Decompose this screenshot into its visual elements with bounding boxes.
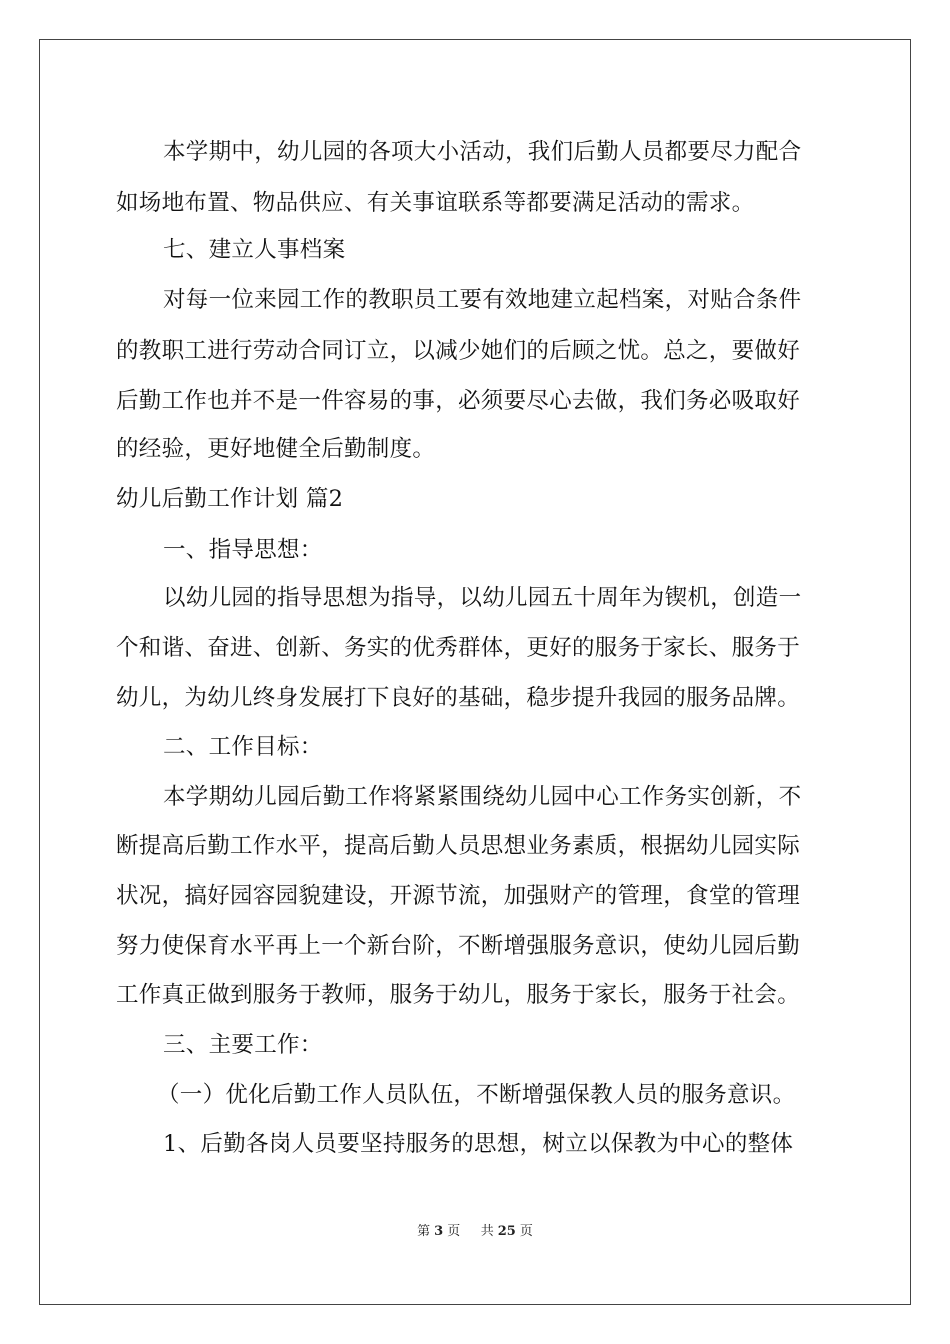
section-heading: 一、指导思想： [163, 537, 323, 563]
total-pages: 25 [497, 1224, 516, 1239]
page-footer [0, 1220, 950, 1239]
paragraph-line: 以幼儿园的指导思想为指导，以幼儿园五十周年为锲机，创造一 [163, 585, 802, 611]
page-frame [39, 39, 911, 1305]
paragraph-line: 如场地布置、物品供应、有关事谊联系等都要满足活动的需求。 [116, 190, 755, 216]
paragraph-line: 幼儿，为幼儿终身发展打下良好的基础，稳步提升我园的服务品牌。 [116, 685, 801, 711]
paragraph-line: 后勤工作也并不是一件容易的事，必须要尽心去做，我们务必吸取好 [116, 388, 801, 414]
section-heading: 七、建立人事档案 [163, 237, 346, 263]
paragraph-line: 本学期幼儿园后勤工作将紧紧围绕幼儿园中心工作务实创新，不 [163, 784, 802, 810]
paragraph-line: 的经验，更好地健全后勤制度。 [116, 436, 436, 462]
section-heading: 三、主要工作： [163, 1032, 323, 1058]
paragraph-line: 努力使保育水平再上一个新台阶，不断增强服务意识，使幼儿园后勤 [116, 933, 801, 959]
paragraph-line: 工作真正做到服务于教师，服务于幼儿，服务于家长，服务于社会。 [116, 982, 801, 1008]
total-prefix: 共 [480, 1224, 494, 1239]
page-suffix: 页 [447, 1224, 461, 1239]
document-subtitle: 幼儿后勤工作计划 篇2 [116, 486, 344, 512]
paragraph-line: 1、后勤各岗人员要坚持服务的思想，树立以保教为中心的整体 [163, 1131, 794, 1157]
paragraph-line: 状况，搞好园容园貌建设，开源节流，加强财产的管理，食堂的管理 [116, 883, 801, 909]
paragraph-line: 本学期中，幼儿园的各项大小活动，我们后勤人员都要尽力配合 [163, 139, 802, 165]
paragraph-line: 对每一位来园工作的教职员工要有效地建立起档案，对贴合条件 [163, 287, 802, 313]
subsection-heading: （一）优化后勤工作人员队伍，不断增强保教人员的服务意识。 [157, 1082, 796, 1108]
page-prefix: 第 [417, 1224, 431, 1239]
section-heading: 二、工作目标： [163, 734, 323, 760]
page-number: 3 [434, 1224, 444, 1239]
paragraph-line: 个和谐、奋进、创新、务实的优秀群体，更好的服务于家长、服务于 [116, 635, 801, 661]
paragraph-line: 断提高后勤工作水平，提高后勤人员思想业务素质，根据幼儿园实际 [116, 833, 801, 859]
total-suffix: 页 [519, 1224, 533, 1239]
paragraph-line: 的教职工进行劳动合同订立，以减少她们的后顾之忧。总之，要做好 [116, 338, 801, 364]
